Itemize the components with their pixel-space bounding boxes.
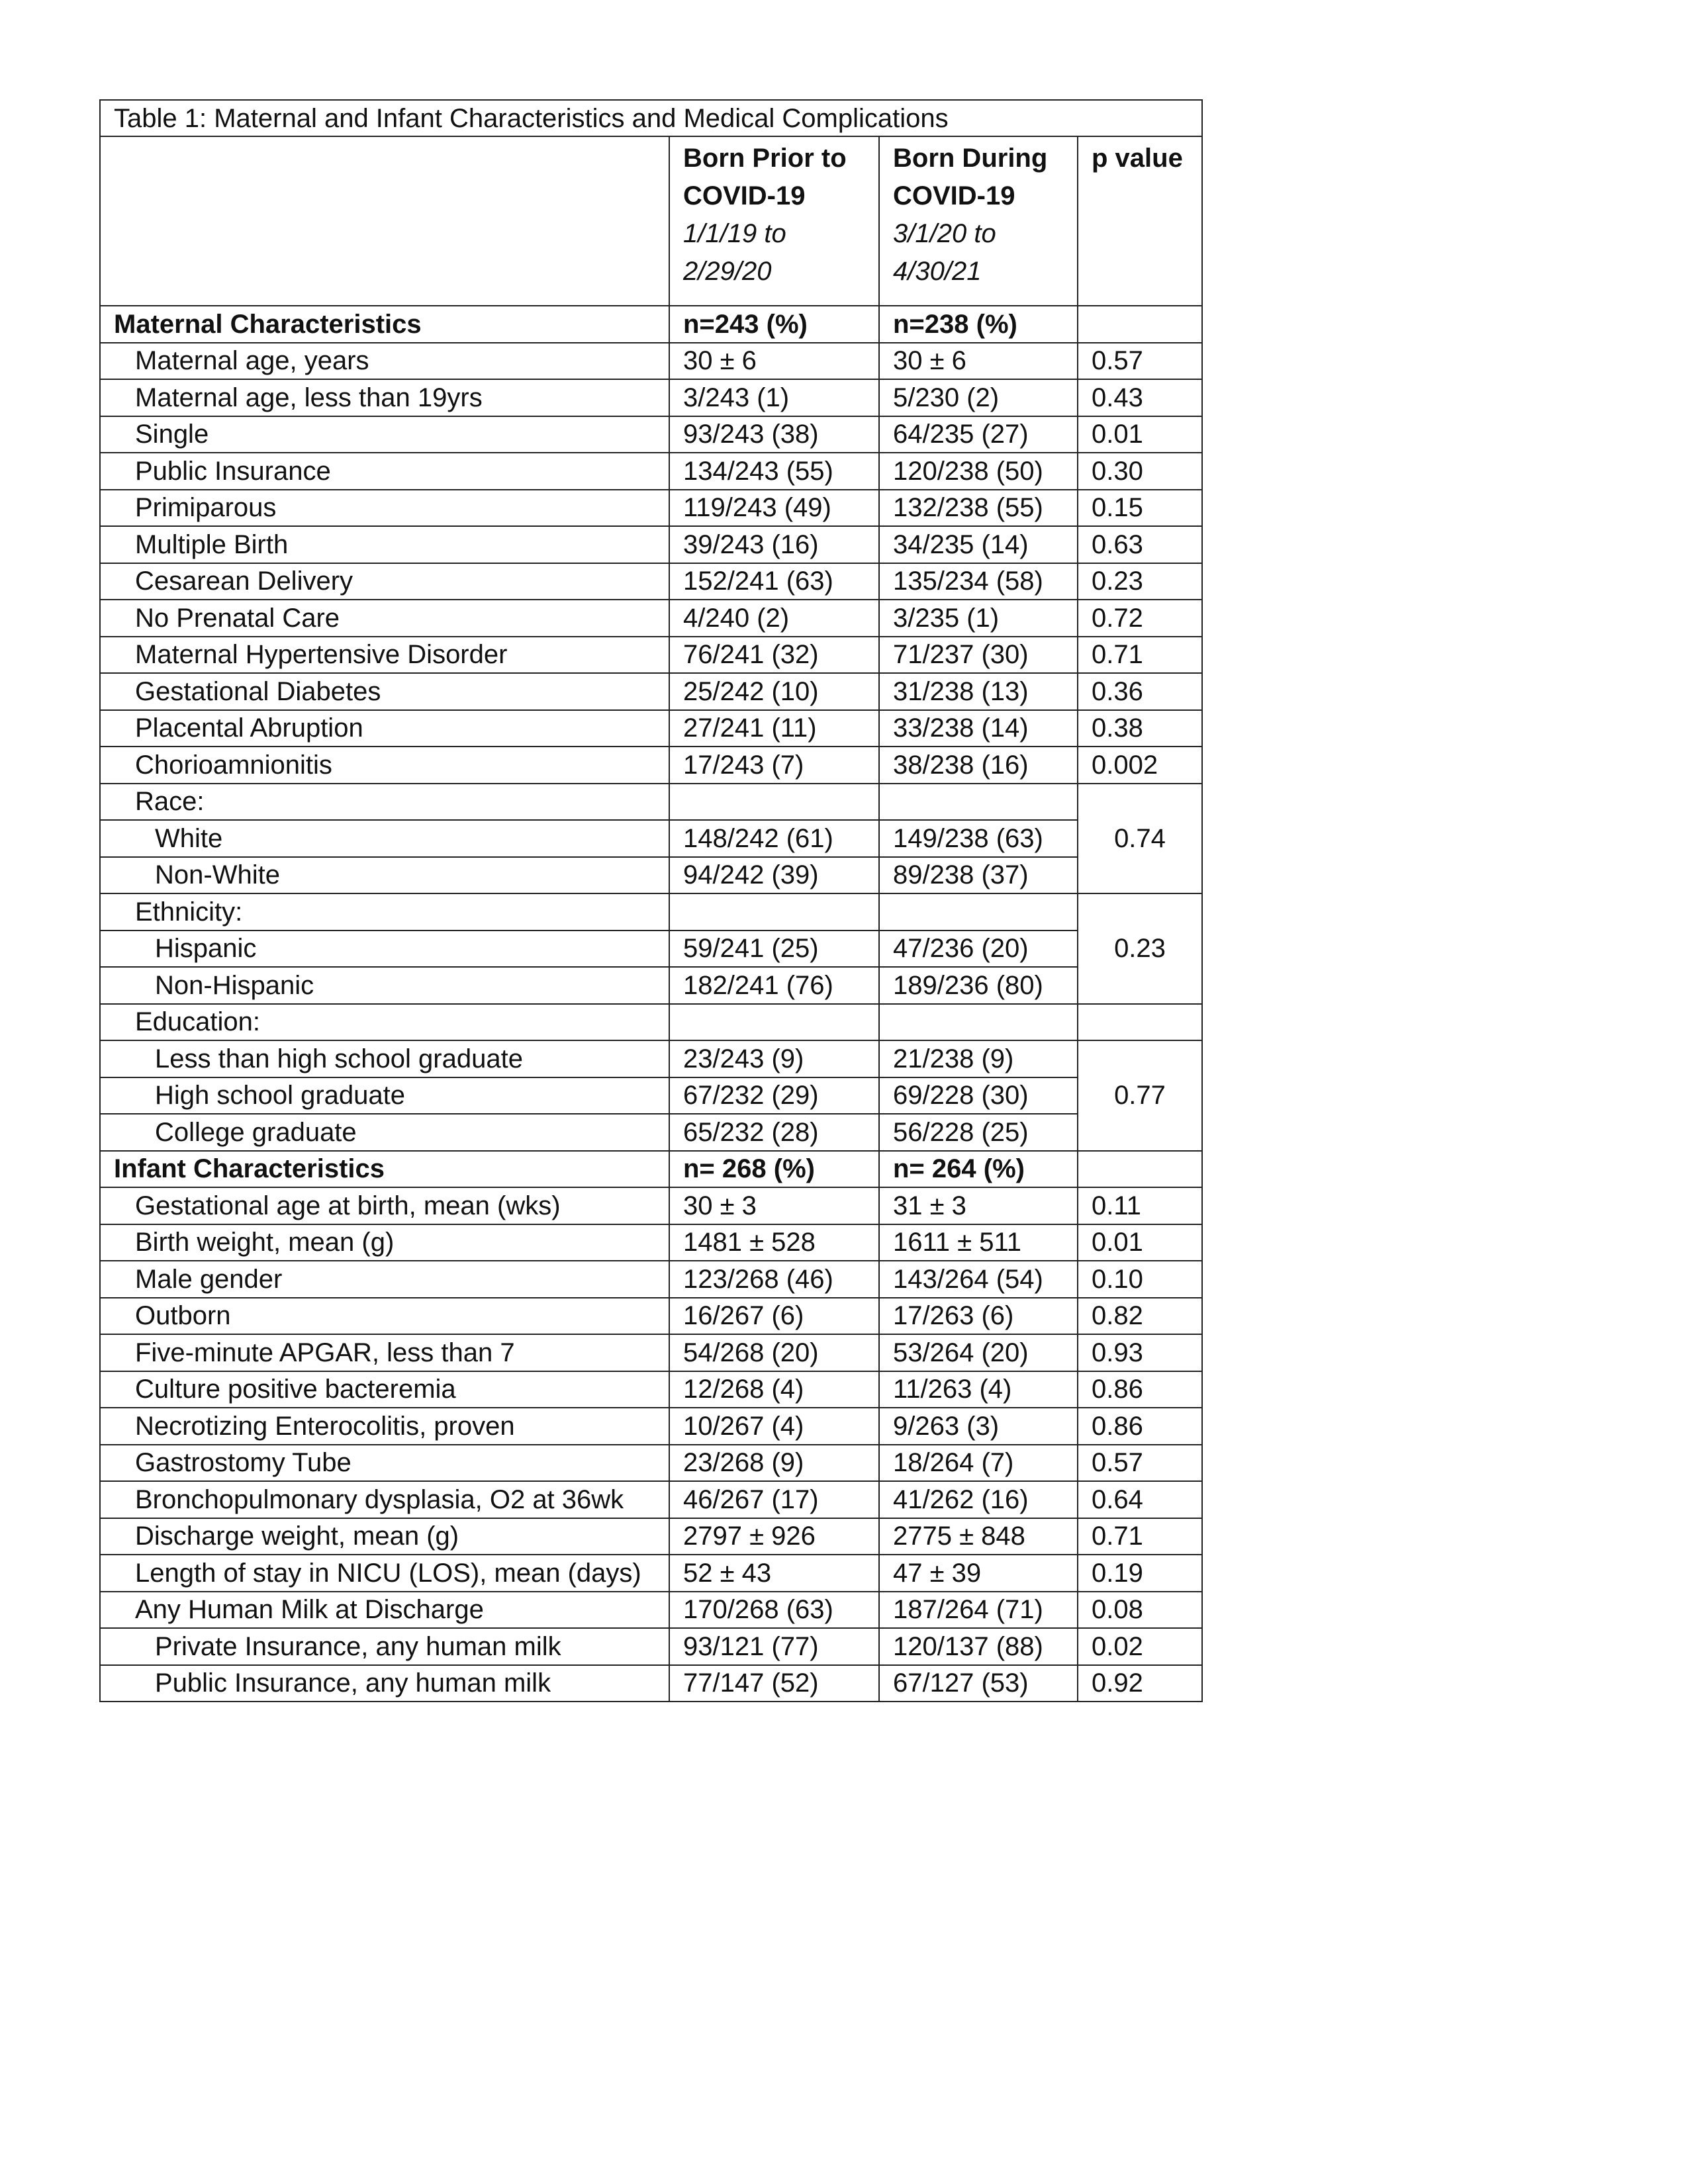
- header-row: [100, 136, 1202, 306]
- table-row: [100, 1628, 1202, 1665]
- row-label: Gestational Diabetes: [100, 673, 669, 710]
- row-label: Placental Abruption: [100, 710, 669, 747]
- prior-value: 12/268 (4): [669, 1371, 879, 1408]
- n-during-cell: n=238 (%): [879, 306, 1078, 343]
- prior-value: 134/243 (55): [669, 453, 879, 490]
- during-value: 132/238 (55): [879, 490, 1078, 527]
- p-value: 0.71: [1078, 637, 1202, 674]
- prior-value: 182/241 (76): [669, 967, 879, 1004]
- table-row: [100, 1077, 1202, 1115]
- during-value: 3/235 (1): [879, 600, 1078, 637]
- during-value: 41/262 (16): [879, 1481, 1078, 1518]
- table-row: [100, 1555, 1202, 1592]
- p-value: 0.93: [1078, 1334, 1202, 1371]
- p-value: 0.86: [1078, 1371, 1202, 1408]
- empty-cell: [1078, 1004, 1202, 1041]
- prior-value: 59/241 (25): [669, 931, 879, 968]
- row-label: Non-Hispanic: [100, 967, 669, 1004]
- table-row: [100, 1187, 1202, 1224]
- group-label: Ethnicity:: [100, 893, 669, 931]
- prior-value: 119/243 (49): [669, 490, 879, 527]
- row-label: Necrotizing Enterocolitis, proven: [100, 1408, 669, 1445]
- table-row: [100, 343, 1202, 380]
- p-value: 0.43: [1078, 379, 1202, 416]
- during-value: 9/263 (3): [879, 1408, 1078, 1445]
- prior-value: 2797 ± 926: [669, 1518, 879, 1555]
- prior-value: 94/242 (39): [669, 857, 879, 894]
- prior-value: 77/147 (52): [669, 1665, 879, 1702]
- table-row: [100, 600, 1202, 637]
- during-value: 67/127 (53): [879, 1665, 1078, 1702]
- row-label: Private Insurance, any human milk: [100, 1628, 669, 1665]
- table-row: [100, 1334, 1202, 1371]
- table-row: [100, 1114, 1202, 1151]
- table-row: [100, 1224, 1202, 1261]
- row-label: Hispanic: [100, 931, 669, 968]
- group-label: Education:: [100, 1004, 669, 1041]
- during-value: 143/264 (54): [879, 1261, 1078, 1298]
- group-label-row: [100, 893, 1202, 931]
- row-label: Less than high school graduate: [100, 1040, 669, 1077]
- p-value: 0.02: [1078, 1628, 1202, 1665]
- p-value: 0.10: [1078, 1261, 1202, 1298]
- table-row: [100, 1408, 1202, 1445]
- row-label: Outborn: [100, 1298, 669, 1335]
- prior-value: 76/241 (32): [669, 637, 879, 674]
- row-label: Five-minute APGAR, less than 7: [100, 1334, 669, 1371]
- table-row: [100, 1261, 1202, 1298]
- prior-value: 170/268 (63): [669, 1592, 879, 1629]
- header-line: COVID-19: [683, 181, 806, 210]
- empty-cell: [669, 893, 879, 931]
- p-value: 0.64: [1078, 1481, 1202, 1518]
- p-value: 0.002: [1078, 747, 1202, 784]
- header-date-line: 4/30/21: [893, 257, 982, 286]
- empty-cell: [879, 784, 1078, 821]
- prior-value: 23/243 (9): [669, 1040, 879, 1077]
- table-row: [100, 637, 1202, 674]
- prior-value: 17/243 (7): [669, 747, 879, 784]
- header-date-line: 2/29/20: [683, 257, 772, 286]
- row-label: Bronchopulmonary dysplasia, O2 at 36wk: [100, 1481, 669, 1518]
- empty-cell: [1078, 1151, 1202, 1188]
- during-value: 71/237 (30): [879, 637, 1078, 674]
- row-label: Maternal Hypertensive Disorder: [100, 637, 669, 674]
- p-value: 0.01: [1078, 1224, 1202, 1261]
- p-value: 0.30: [1078, 453, 1202, 490]
- header-line: COVID-19: [893, 181, 1015, 210]
- row-label: Primiparous: [100, 490, 669, 527]
- during-value: 47 ± 39: [879, 1555, 1078, 1592]
- table-row: [100, 1298, 1202, 1335]
- prior-value: 46/267 (17): [669, 1481, 879, 1518]
- group-p-value: 0.23: [1078, 893, 1202, 1004]
- table-row: [100, 1481, 1202, 1518]
- during-value: 135/234 (58): [879, 563, 1078, 600]
- p-value: 0.15: [1078, 490, 1202, 527]
- row-label: Any Human Milk at Discharge: [100, 1592, 669, 1629]
- header-line: p value: [1092, 144, 1183, 173]
- p-value: 0.71: [1078, 1518, 1202, 1555]
- table-row: [100, 857, 1202, 894]
- prior-value: 25/242 (10): [669, 673, 879, 710]
- row-label: College graduate: [100, 1114, 669, 1151]
- during-value: 30 ± 6: [879, 343, 1078, 380]
- prior-value: 152/241 (63): [669, 563, 879, 600]
- prior-value: 10/267 (4): [669, 1408, 879, 1445]
- section-heading: Maternal Characteristics: [100, 306, 669, 343]
- during-value: 2775 ± 848: [879, 1518, 1078, 1555]
- prior-value: 39/243 (16): [669, 526, 879, 563]
- prior-value: 93/243 (38): [669, 416, 879, 453]
- p-value: 0.57: [1078, 343, 1202, 380]
- during-value: 69/228 (30): [879, 1077, 1078, 1115]
- during-value: 53/264 (20): [879, 1334, 1078, 1371]
- during-value: 1611 ± 511: [879, 1224, 1078, 1261]
- table-row: [100, 710, 1202, 747]
- header-line: Born During: [893, 144, 1048, 173]
- during-value: 31/238 (13): [879, 673, 1078, 710]
- section-heading: Infant Characteristics: [100, 1151, 669, 1188]
- header-born-prior: [669, 136, 879, 306]
- during-value: 56/228 (25): [879, 1114, 1078, 1151]
- during-value: 64/235 (27): [879, 416, 1078, 453]
- p-value: 0.57: [1078, 1445, 1202, 1482]
- table-row: [100, 1592, 1202, 1629]
- table-row: [100, 490, 1202, 527]
- during-value: 120/238 (50): [879, 453, 1078, 490]
- row-label: Maternal age, less than 19yrs: [100, 379, 669, 416]
- prior-value: 3/243 (1): [669, 379, 879, 416]
- prior-value: 52 ± 43: [669, 1555, 879, 1592]
- header-empty-cell: [100, 136, 669, 306]
- table-row: [100, 1445, 1202, 1482]
- during-value: 189/236 (80): [879, 967, 1078, 1004]
- group-label-row: [100, 784, 1202, 821]
- row-label: Length of stay in NICU (LOS), mean (days): [100, 1555, 669, 1592]
- during-value: 21/238 (9): [879, 1040, 1078, 1077]
- row-label: No Prenatal Care: [100, 600, 669, 637]
- during-value: 34/235 (14): [879, 526, 1078, 563]
- during-value: 5/230 (2): [879, 379, 1078, 416]
- table-row: [100, 1665, 1202, 1702]
- row-label: Culture positive bacteremia: [100, 1371, 669, 1408]
- p-value: 0.86: [1078, 1408, 1202, 1445]
- row-label: Single: [100, 416, 669, 453]
- prior-value: 67/232 (29): [669, 1077, 879, 1115]
- empty-cell: [879, 893, 1078, 931]
- during-value: 47/236 (20): [879, 931, 1078, 968]
- during-value: 31 ± 3: [879, 1187, 1078, 1224]
- row-label: White: [100, 820, 669, 857]
- prior-value: 23/268 (9): [669, 1445, 879, 1482]
- during-value: 89/238 (37): [879, 857, 1078, 894]
- p-value: 0.38: [1078, 710, 1202, 747]
- prior-value: 148/242 (61): [669, 820, 879, 857]
- prior-value: 4/240 (2): [669, 600, 879, 637]
- table-row: [100, 563, 1202, 600]
- p-value: 0.19: [1078, 1555, 1202, 1592]
- header-p-value: [1078, 136, 1202, 306]
- during-value: 38/238 (16): [879, 747, 1078, 784]
- during-value: 33/238 (14): [879, 710, 1078, 747]
- row-label: Gastrostomy Tube: [100, 1445, 669, 1482]
- row-label: Non-White: [100, 857, 669, 894]
- row-label: High school graduate: [100, 1077, 669, 1115]
- p-value: 0.23: [1078, 563, 1202, 600]
- characteristics-table: [99, 99, 1203, 1702]
- empty-cell: [879, 1004, 1078, 1041]
- row-label: Public Insurance: [100, 453, 669, 490]
- table-caption: Table 1: Maternal and Infant Characteristics and Medical Complications: [100, 100, 1202, 136]
- during-value: 187/264 (71): [879, 1592, 1078, 1629]
- caption-row: [100, 100, 1202, 136]
- row-label: Male gender: [100, 1261, 669, 1298]
- table-row: [100, 1371, 1202, 1408]
- prior-value: 1481 ± 528: [669, 1224, 879, 1261]
- row-label: Maternal age, years: [100, 343, 669, 380]
- during-value: 149/238 (63): [879, 820, 1078, 857]
- table-row: [100, 967, 1202, 1004]
- n-during-cell: n= 264 (%): [879, 1151, 1078, 1188]
- group-p-value: 0.74: [1078, 784, 1202, 894]
- p-value: 0.01: [1078, 416, 1202, 453]
- empty-cell: [669, 1004, 879, 1041]
- row-label: Public Insurance, any human milk: [100, 1665, 669, 1702]
- header-date-line: 3/1/20 to: [893, 219, 996, 248]
- row-label: Cesarean Delivery: [100, 563, 669, 600]
- maternal-section-row: [100, 306, 1202, 343]
- during-value: 17/263 (6): [879, 1298, 1078, 1335]
- p-value: 0.08: [1078, 1592, 1202, 1629]
- table-row: [100, 673, 1202, 710]
- header-date-line: 1/1/19 to: [683, 219, 786, 248]
- table-row: [100, 416, 1202, 453]
- table-row: [100, 379, 1202, 416]
- table-row: [100, 526, 1202, 563]
- table-row: [100, 820, 1202, 857]
- header-born-during: [879, 136, 1078, 306]
- infant-section-row: [100, 1151, 1202, 1188]
- during-value: 11/263 (4): [879, 1371, 1078, 1408]
- table-row: [100, 1518, 1202, 1555]
- table-row: [100, 453, 1202, 490]
- empty-cell: [1078, 306, 1202, 343]
- n-prior-cell: n=243 (%): [669, 306, 879, 343]
- group-label-row: [100, 1004, 1202, 1041]
- prior-value: 93/121 (77): [669, 1628, 879, 1665]
- table-row: [100, 1040, 1202, 1077]
- empty-cell: [669, 784, 879, 821]
- row-label: Gestational age at birth, mean (wks): [100, 1187, 669, 1224]
- group-p-value: 0.77: [1078, 1040, 1202, 1151]
- row-label: Birth weight, mean (g): [100, 1224, 669, 1261]
- during-value: 18/264 (7): [879, 1445, 1078, 1482]
- group-label: Race:: [100, 784, 669, 821]
- header-line: Born Prior to: [683, 144, 847, 173]
- p-value: 0.63: [1078, 526, 1202, 563]
- row-label: Discharge weight, mean (g): [100, 1518, 669, 1555]
- table-row: [100, 747, 1202, 784]
- prior-value: 30 ± 6: [669, 343, 879, 380]
- p-value: 0.72: [1078, 600, 1202, 637]
- p-value: 0.11: [1078, 1187, 1202, 1224]
- prior-value: 27/241 (11): [669, 710, 879, 747]
- prior-value: 30 ± 3: [669, 1187, 879, 1224]
- row-label: Multiple Birth: [100, 526, 669, 563]
- table-body: [100, 100, 1202, 1702]
- p-value: 0.92: [1078, 1665, 1202, 1702]
- p-value: 0.82: [1078, 1298, 1202, 1335]
- prior-value: 54/268 (20): [669, 1334, 879, 1371]
- prior-value: 123/268 (46): [669, 1261, 879, 1298]
- table-row: [100, 931, 1202, 968]
- row-label: Chorioamnionitis: [100, 747, 669, 784]
- prior-value: 65/232 (28): [669, 1114, 879, 1151]
- n-prior-cell: n= 268 (%): [669, 1151, 879, 1188]
- during-value: 120/137 (88): [879, 1628, 1078, 1665]
- p-value: 0.36: [1078, 673, 1202, 710]
- prior-value: 16/267 (6): [669, 1298, 879, 1335]
